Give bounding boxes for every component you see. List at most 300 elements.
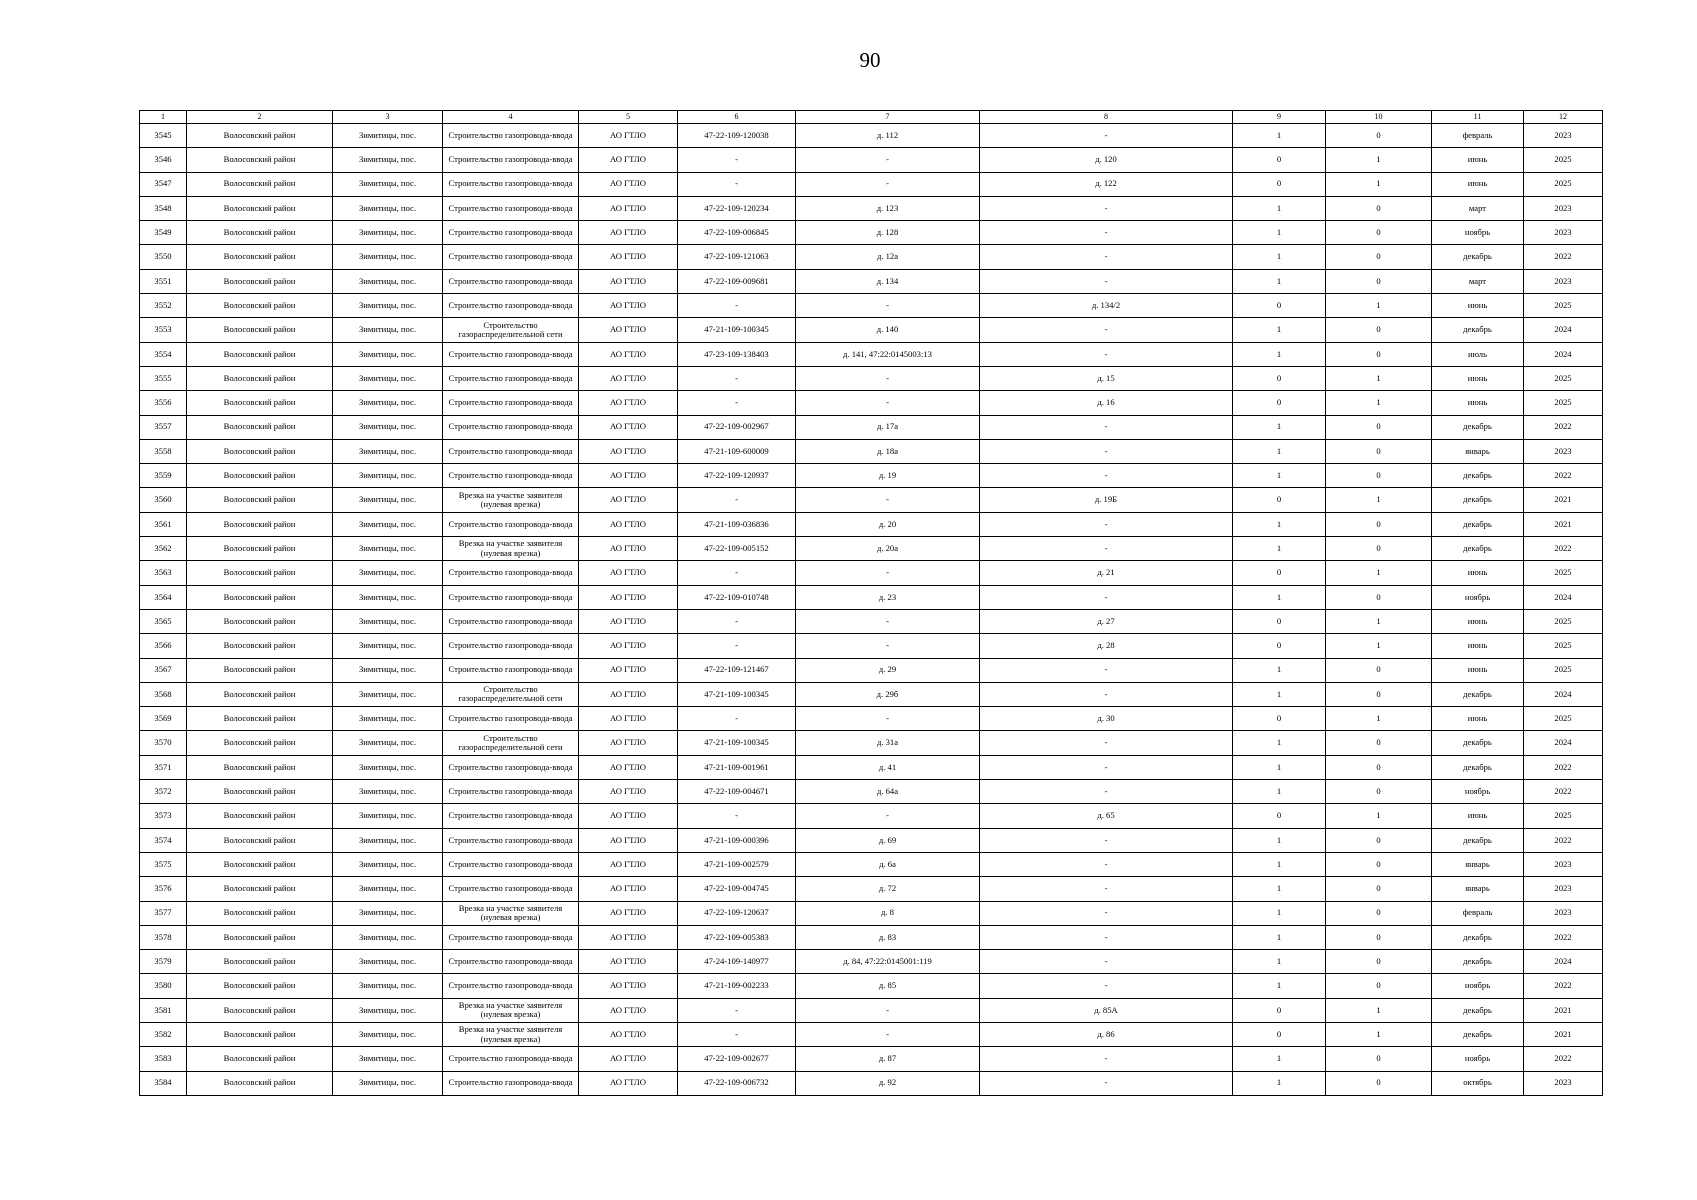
count-done-cell: 1: [1233, 925, 1326, 949]
month-cell: декабрь: [1432, 755, 1524, 779]
month-cell: июнь: [1432, 634, 1524, 658]
count-planned-cell: 0: [1326, 731, 1432, 755]
planned-address-cell: -: [980, 585, 1233, 609]
application-number-cell: 47-22-109-009681: [678, 269, 796, 293]
planned-address-cell: -: [980, 196, 1233, 220]
month-cell: январь: [1432, 852, 1524, 876]
locality-cell: Зимитицы, пос.: [333, 950, 443, 974]
planned-address-cell: -: [980, 245, 1233, 269]
table-row: [140, 585, 1603, 609]
application-number-cell: 47-22-109-120234: [678, 196, 796, 220]
object-address-cell: д. 19: [796, 464, 980, 488]
object-address-cell: д. 134: [796, 269, 980, 293]
table-row: [140, 1022, 1603, 1046]
locality-cell: Зимитицы, пос.: [333, 537, 443, 561]
locality-cell: Зимитицы, пос.: [333, 1047, 443, 1071]
year-cell: 2024: [1524, 950, 1603, 974]
object-address-cell: д. 6а: [796, 852, 980, 876]
locality-cell: Зимитицы, пос.: [333, 1022, 443, 1046]
table-row: [140, 537, 1603, 561]
month-cell: март: [1432, 196, 1524, 220]
planned-address-cell: -: [980, 950, 1233, 974]
application-number-cell: -: [678, 609, 796, 633]
application-number-cell: 47-21-109-600009: [678, 439, 796, 463]
application-number-cell: 47-22-109-005152: [678, 537, 796, 561]
object-address-cell: -: [796, 172, 980, 196]
organization-cell: АО ГТЛО: [579, 950, 678, 974]
application-number-cell: 47-22-109-002677: [678, 1047, 796, 1071]
count-planned-cell: 0: [1326, 901, 1432, 925]
organization-cell: АО ГТЛО: [579, 342, 678, 366]
district-cell: Волосовский район: [187, 415, 333, 439]
row-number-cell: 3569: [140, 707, 187, 731]
count-planned-cell: 0: [1326, 512, 1432, 536]
planned-address-cell: -: [980, 682, 1233, 706]
row-number-cell: 3551: [140, 269, 187, 293]
locality-cell: Зимитицы, пос.: [333, 464, 443, 488]
application-number-cell: 47-21-109-002579: [678, 852, 796, 876]
application-number-cell: 47-22-109-005383: [678, 925, 796, 949]
object-address-cell: -: [796, 609, 980, 633]
count-planned-cell: 0: [1326, 682, 1432, 706]
count-planned-cell: 0: [1326, 925, 1432, 949]
work-type-cell: Строительство газопровода-ввода: [443, 658, 579, 682]
count-done-cell: 1: [1233, 537, 1326, 561]
count-done-cell: 1: [1233, 682, 1326, 706]
district-cell: Волосовский район: [187, 439, 333, 463]
row-number-cell: 3572: [140, 780, 187, 804]
district-cell: Волосовский район: [187, 901, 333, 925]
row-number-cell: 3547: [140, 172, 187, 196]
table-row: [140, 294, 1603, 318]
count-done-cell: 0: [1233, 804, 1326, 828]
planned-address-cell: -: [980, 439, 1233, 463]
count-done-cell: 1: [1233, 318, 1326, 342]
count-planned-cell: 0: [1326, 464, 1432, 488]
object-address-cell: -: [796, 391, 980, 415]
count-done-cell: 1: [1233, 1071, 1326, 1095]
month-cell: март: [1432, 269, 1524, 293]
work-type-cell: Строительство газопровода-ввода: [443, 245, 579, 269]
object-address-cell: -: [796, 366, 980, 390]
object-address-cell: д. 18а: [796, 439, 980, 463]
planned-address-cell: д. 27: [980, 609, 1233, 633]
object-address-cell: д. 85: [796, 974, 980, 998]
table-row: [140, 998, 1603, 1022]
count-planned-cell: 1: [1326, 561, 1432, 585]
year-cell: 2025: [1524, 294, 1603, 318]
district-cell: Волосовский район: [187, 780, 333, 804]
organization-cell: АО ГТЛО: [579, 561, 678, 585]
organization-cell: АО ГТЛО: [579, 828, 678, 852]
planned-address-cell: д. 86: [980, 1022, 1233, 1046]
locality-cell: Зимитицы, пос.: [333, 658, 443, 682]
month-cell: июнь: [1432, 707, 1524, 731]
year-cell: 2023: [1524, 196, 1603, 220]
year-cell: 2023: [1524, 269, 1603, 293]
locality-cell: Зимитицы, пос.: [333, 609, 443, 633]
count-done-cell: 1: [1233, 1047, 1326, 1071]
work-type-cell: Строительство газопровода-ввода: [443, 804, 579, 828]
district-cell: Волосовский район: [187, 391, 333, 415]
planned-address-cell: -: [980, 925, 1233, 949]
row-number-cell: 3570: [140, 731, 187, 755]
month-cell: декабрь: [1432, 682, 1524, 706]
application-number-cell: 47-22-109-002967: [678, 415, 796, 439]
work-type-cell: Врезка на участке заявителя (нулевая врезка): [443, 998, 579, 1022]
row-number-cell: 3549: [140, 221, 187, 245]
work-type-cell: Строительство газопровода-ввода: [443, 196, 579, 220]
organization-cell: АО ГТЛО: [579, 804, 678, 828]
table-row: [140, 1071, 1603, 1095]
district-cell: Волосовский район: [187, 561, 333, 585]
year-cell: 2022: [1524, 828, 1603, 852]
year-cell: 2025: [1524, 172, 1603, 196]
year-cell: 2025: [1524, 658, 1603, 682]
district-cell: Волосовский район: [187, 1022, 333, 1046]
month-cell: декабрь: [1432, 415, 1524, 439]
page-number: 90: [859, 48, 881, 72]
work-type-cell: Врезка на участке заявителя (нулевая врезка): [443, 901, 579, 925]
count-done-cell: 1: [1233, 415, 1326, 439]
column-header: 10: [1326, 111, 1432, 124]
locality-cell: Зимитицы, пос.: [333, 196, 443, 220]
planned-address-cell: д. 28: [980, 634, 1233, 658]
year-cell: 2021: [1524, 998, 1603, 1022]
object-address-cell: -: [796, 488, 980, 512]
planned-address-cell: -: [980, 512, 1233, 536]
object-address-cell: д. 128: [796, 221, 980, 245]
count-planned-cell: 0: [1326, 585, 1432, 609]
locality-cell: Зимитицы, пос.: [333, 585, 443, 609]
month-cell: ноябрь: [1432, 585, 1524, 609]
planned-address-cell: -: [980, 221, 1233, 245]
district-cell: Волосовский район: [187, 124, 333, 148]
count-planned-cell: 1: [1326, 609, 1432, 633]
locality-cell: Зимитицы, пос.: [333, 974, 443, 998]
year-cell: 2023: [1524, 901, 1603, 925]
work-type-cell: Строительство газопровода-ввода: [443, 925, 579, 949]
count-done-cell: 1: [1233, 658, 1326, 682]
application-number-cell: 47-22-109-121467: [678, 658, 796, 682]
organization-cell: АО ГТЛО: [579, 366, 678, 390]
row-number-cell: 3583: [140, 1047, 187, 1071]
work-type-cell: Строительство газопровода-ввода: [443, 852, 579, 876]
row-number-cell: 3552: [140, 294, 187, 318]
month-cell: июнь: [1432, 148, 1524, 172]
year-cell: 2023: [1524, 852, 1603, 876]
column-header: 1: [140, 111, 187, 124]
application-number-cell: -: [678, 366, 796, 390]
month-cell: декабрь: [1432, 998, 1524, 1022]
organization-cell: АО ГТЛО: [579, 609, 678, 633]
district-cell: Волосовский район: [187, 464, 333, 488]
month-cell: декабрь: [1432, 828, 1524, 852]
planned-address-cell: -: [980, 780, 1233, 804]
month-cell: ноябрь: [1432, 974, 1524, 998]
column-header: 7: [796, 111, 980, 124]
count-planned-cell: 0: [1326, 877, 1432, 901]
application-number-cell: 47-22-109-120637: [678, 901, 796, 925]
table-row: [140, 439, 1603, 463]
district-cell: Волосовский район: [187, 366, 333, 390]
district-cell: Волосовский район: [187, 925, 333, 949]
work-type-cell: Строительство газопровода-ввода: [443, 512, 579, 536]
work-type-cell: Строительство газопровода-ввода: [443, 1047, 579, 1071]
work-type-cell: Строительство газопровода-ввода: [443, 780, 579, 804]
row-number-cell: 3560: [140, 488, 187, 512]
application-number-cell: 47-21-109-036836: [678, 512, 796, 536]
organization-cell: АО ГТЛО: [579, 852, 678, 876]
organization-cell: АО ГТЛО: [579, 488, 678, 512]
year-cell: 2023: [1524, 877, 1603, 901]
district-cell: Волосовский район: [187, 852, 333, 876]
row-number-cell: 3546: [140, 148, 187, 172]
month-cell: июнь: [1432, 172, 1524, 196]
count-planned-cell: 0: [1326, 342, 1432, 366]
locality-cell: Зимитицы, пос.: [333, 561, 443, 585]
row-number-cell: 3555: [140, 366, 187, 390]
table-row: [140, 124, 1603, 148]
work-type-cell: Строительство газопровода-ввода: [443, 269, 579, 293]
row-number-cell: 3563: [140, 561, 187, 585]
district-cell: Волосовский район: [187, 1047, 333, 1071]
district-cell: Волосовский район: [187, 998, 333, 1022]
count-done-cell: 1: [1233, 755, 1326, 779]
application-number-cell: 47-22-109-121063: [678, 245, 796, 269]
locality-cell: Зимитицы, пос.: [333, 1071, 443, 1095]
organization-cell: АО ГТЛО: [579, 682, 678, 706]
month-cell: июль: [1432, 342, 1524, 366]
month-cell: январь: [1432, 439, 1524, 463]
count-done-cell: 0: [1233, 148, 1326, 172]
object-address-cell: -: [796, 1022, 980, 1046]
table-row: [140, 391, 1603, 415]
planned-address-cell: -: [980, 537, 1233, 561]
object-address-cell: -: [796, 634, 980, 658]
row-number-cell: 3574: [140, 828, 187, 852]
column-header: 6: [678, 111, 796, 124]
count-done-cell: 1: [1233, 196, 1326, 220]
table-row: [140, 804, 1603, 828]
row-number-cell: 3553: [140, 318, 187, 342]
locality-cell: Зимитицы, пос.: [333, 998, 443, 1022]
object-address-cell: д. 140: [796, 318, 980, 342]
work-type-cell: Строительство газопровода-ввода: [443, 294, 579, 318]
count-done-cell: 1: [1233, 877, 1326, 901]
locality-cell: Зимитицы, пос.: [333, 925, 443, 949]
table-row: [140, 755, 1603, 779]
district-cell: Волосовский район: [187, 221, 333, 245]
month-cell: октябрь: [1432, 1071, 1524, 1095]
year-cell: 2021: [1524, 1022, 1603, 1046]
count-planned-cell: 1: [1326, 707, 1432, 731]
row-number-cell: 3577: [140, 901, 187, 925]
work-type-cell: Строительство газопровода-ввода: [443, 755, 579, 779]
district-cell: Волосовский район: [187, 488, 333, 512]
row-number-cell: 3556: [140, 391, 187, 415]
district-cell: Волосовский район: [187, 682, 333, 706]
organization-cell: АО ГТЛО: [579, 780, 678, 804]
district-cell: Волосовский район: [187, 318, 333, 342]
row-number-cell: 3557: [140, 415, 187, 439]
month-cell: июнь: [1432, 366, 1524, 390]
count-done-cell: 0: [1233, 707, 1326, 731]
application-number-cell: -: [678, 561, 796, 585]
month-cell: декабрь: [1432, 537, 1524, 561]
planned-address-cell: -: [980, 124, 1233, 148]
column-header: 5: [579, 111, 678, 124]
count-planned-cell: 0: [1326, 537, 1432, 561]
application-number-cell: -: [678, 294, 796, 318]
object-address-cell: д. 112: [796, 124, 980, 148]
district-cell: Волосовский район: [187, 877, 333, 901]
table-row: [140, 512, 1603, 536]
locality-cell: Зимитицы, пос.: [333, 852, 443, 876]
count-planned-cell: 1: [1326, 634, 1432, 658]
count-done-cell: 1: [1233, 780, 1326, 804]
object-address-cell: д. 123: [796, 196, 980, 220]
organization-cell: АО ГТЛО: [579, 1022, 678, 1046]
application-number-cell: 47-21-109-001961: [678, 755, 796, 779]
month-cell: декабрь: [1432, 318, 1524, 342]
table-row: [140, 1047, 1603, 1071]
application-number-cell: 47-22-109-010748: [678, 585, 796, 609]
application-number-cell: 47-21-109-000396: [678, 828, 796, 852]
count-done-cell: 1: [1233, 950, 1326, 974]
year-cell: 2022: [1524, 925, 1603, 949]
year-cell: 2025: [1524, 366, 1603, 390]
table-row: [140, 366, 1603, 390]
district-cell: Волосовский район: [187, 658, 333, 682]
organization-cell: АО ГТЛО: [579, 124, 678, 148]
year-cell: 2022: [1524, 537, 1603, 561]
locality-cell: Зимитицы, пос.: [333, 804, 443, 828]
application-number-cell: -: [678, 634, 796, 658]
count-done-cell: 0: [1233, 366, 1326, 390]
table-row: [140, 682, 1603, 706]
year-cell: 2022: [1524, 780, 1603, 804]
table-row: [140, 658, 1603, 682]
table-row: [140, 245, 1603, 269]
table-row: [140, 318, 1603, 342]
object-address-cell: д. 29: [796, 658, 980, 682]
month-cell: июнь: [1432, 294, 1524, 318]
count-planned-cell: 0: [1326, 415, 1432, 439]
count-planned-cell: 0: [1326, 658, 1432, 682]
count-planned-cell: 0: [1326, 1071, 1432, 1095]
application-number-cell: 47-22-109-004671: [678, 780, 796, 804]
organization-cell: АО ГТЛО: [579, 439, 678, 463]
column-header: 11: [1432, 111, 1524, 124]
work-type-cell: Строительство газопровода-ввода: [443, 1071, 579, 1095]
locality-cell: Зимитицы, пос.: [333, 439, 443, 463]
object-address-cell: д. 87: [796, 1047, 980, 1071]
count-done-cell: 0: [1233, 561, 1326, 585]
month-cell: февраль: [1432, 124, 1524, 148]
year-cell: 2022: [1524, 974, 1603, 998]
row-number-cell: 3548: [140, 196, 187, 220]
count-planned-cell: 0: [1326, 318, 1432, 342]
work-type-cell: Строительство газораспределительной сети: [443, 318, 579, 342]
organization-cell: АО ГТЛО: [579, 391, 678, 415]
month-cell: июнь: [1432, 609, 1524, 633]
district-cell: Волосовский район: [187, 634, 333, 658]
planned-address-cell: -: [980, 342, 1233, 366]
year-cell: 2024: [1524, 682, 1603, 706]
work-type-cell: Строительство газопровода-ввода: [443, 585, 579, 609]
district-cell: Волосовский район: [187, 950, 333, 974]
month-cell: ноябрь: [1432, 780, 1524, 804]
object-address-cell: д. 84, 47:22:0145001:119: [796, 950, 980, 974]
locality-cell: Зимитицы, пос.: [333, 269, 443, 293]
locality-cell: Зимитицы, пос.: [333, 342, 443, 366]
row-number-cell: 3579: [140, 950, 187, 974]
object-address-cell: д. 17а: [796, 415, 980, 439]
table-row: [140, 925, 1603, 949]
work-type-cell: Строительство газопровода-ввода: [443, 634, 579, 658]
object-address-cell: д. 69: [796, 828, 980, 852]
organization-cell: АО ГТЛО: [579, 1071, 678, 1095]
row-number-cell: 3550: [140, 245, 187, 269]
planned-address-cell: -: [980, 974, 1233, 998]
year-cell: 2022: [1524, 755, 1603, 779]
organization-cell: АО ГТЛО: [579, 901, 678, 925]
work-type-cell: Строительство газопровода-ввода: [443, 172, 579, 196]
locality-cell: Зимитицы, пос.: [333, 682, 443, 706]
count-planned-cell: 0: [1326, 439, 1432, 463]
year-cell: 2021: [1524, 488, 1603, 512]
count-planned-cell: 1: [1326, 998, 1432, 1022]
object-address-cell: -: [796, 294, 980, 318]
count-planned-cell: 1: [1326, 804, 1432, 828]
object-address-cell: -: [796, 561, 980, 585]
district-cell: Волосовский район: [187, 148, 333, 172]
work-type-cell: Строительство газопровода-ввода: [443, 950, 579, 974]
year-cell: 2025: [1524, 148, 1603, 172]
district-cell: Волосовский район: [187, 512, 333, 536]
row-number-cell: 3565: [140, 609, 187, 633]
organization-cell: АО ГТЛО: [579, 707, 678, 731]
count-done-cell: 1: [1233, 585, 1326, 609]
work-type-cell: Строительство газопровода-ввода: [443, 415, 579, 439]
district-cell: Волосовский район: [187, 828, 333, 852]
month-cell: июнь: [1432, 804, 1524, 828]
planned-address-cell: -: [980, 901, 1233, 925]
month-cell: декабрь: [1432, 950, 1524, 974]
year-cell: 2025: [1524, 391, 1603, 415]
work-type-cell: Строительство газопровода-ввода: [443, 828, 579, 852]
object-address-cell: д. 20: [796, 512, 980, 536]
count-done-cell: 1: [1233, 439, 1326, 463]
count-done-cell: 1: [1233, 901, 1326, 925]
object-address-cell: д. 141, 47:22:0145003:13: [796, 342, 980, 366]
year-cell: 2025: [1524, 634, 1603, 658]
object-address-cell: д. 41: [796, 755, 980, 779]
row-number-cell: 3566: [140, 634, 187, 658]
application-number-cell: 47-22-109-120038: [678, 124, 796, 148]
table-row: [140, 950, 1603, 974]
year-cell: 2025: [1524, 609, 1603, 633]
row-number-cell: 3580: [140, 974, 187, 998]
organization-cell: АО ГТЛО: [579, 634, 678, 658]
district-cell: Волосовский район: [187, 609, 333, 633]
column-header: 2: [187, 111, 333, 124]
count-planned-cell: 0: [1326, 755, 1432, 779]
row-number-cell: 3581: [140, 998, 187, 1022]
count-done-cell: 1: [1233, 342, 1326, 366]
month-cell: февраль: [1432, 901, 1524, 925]
